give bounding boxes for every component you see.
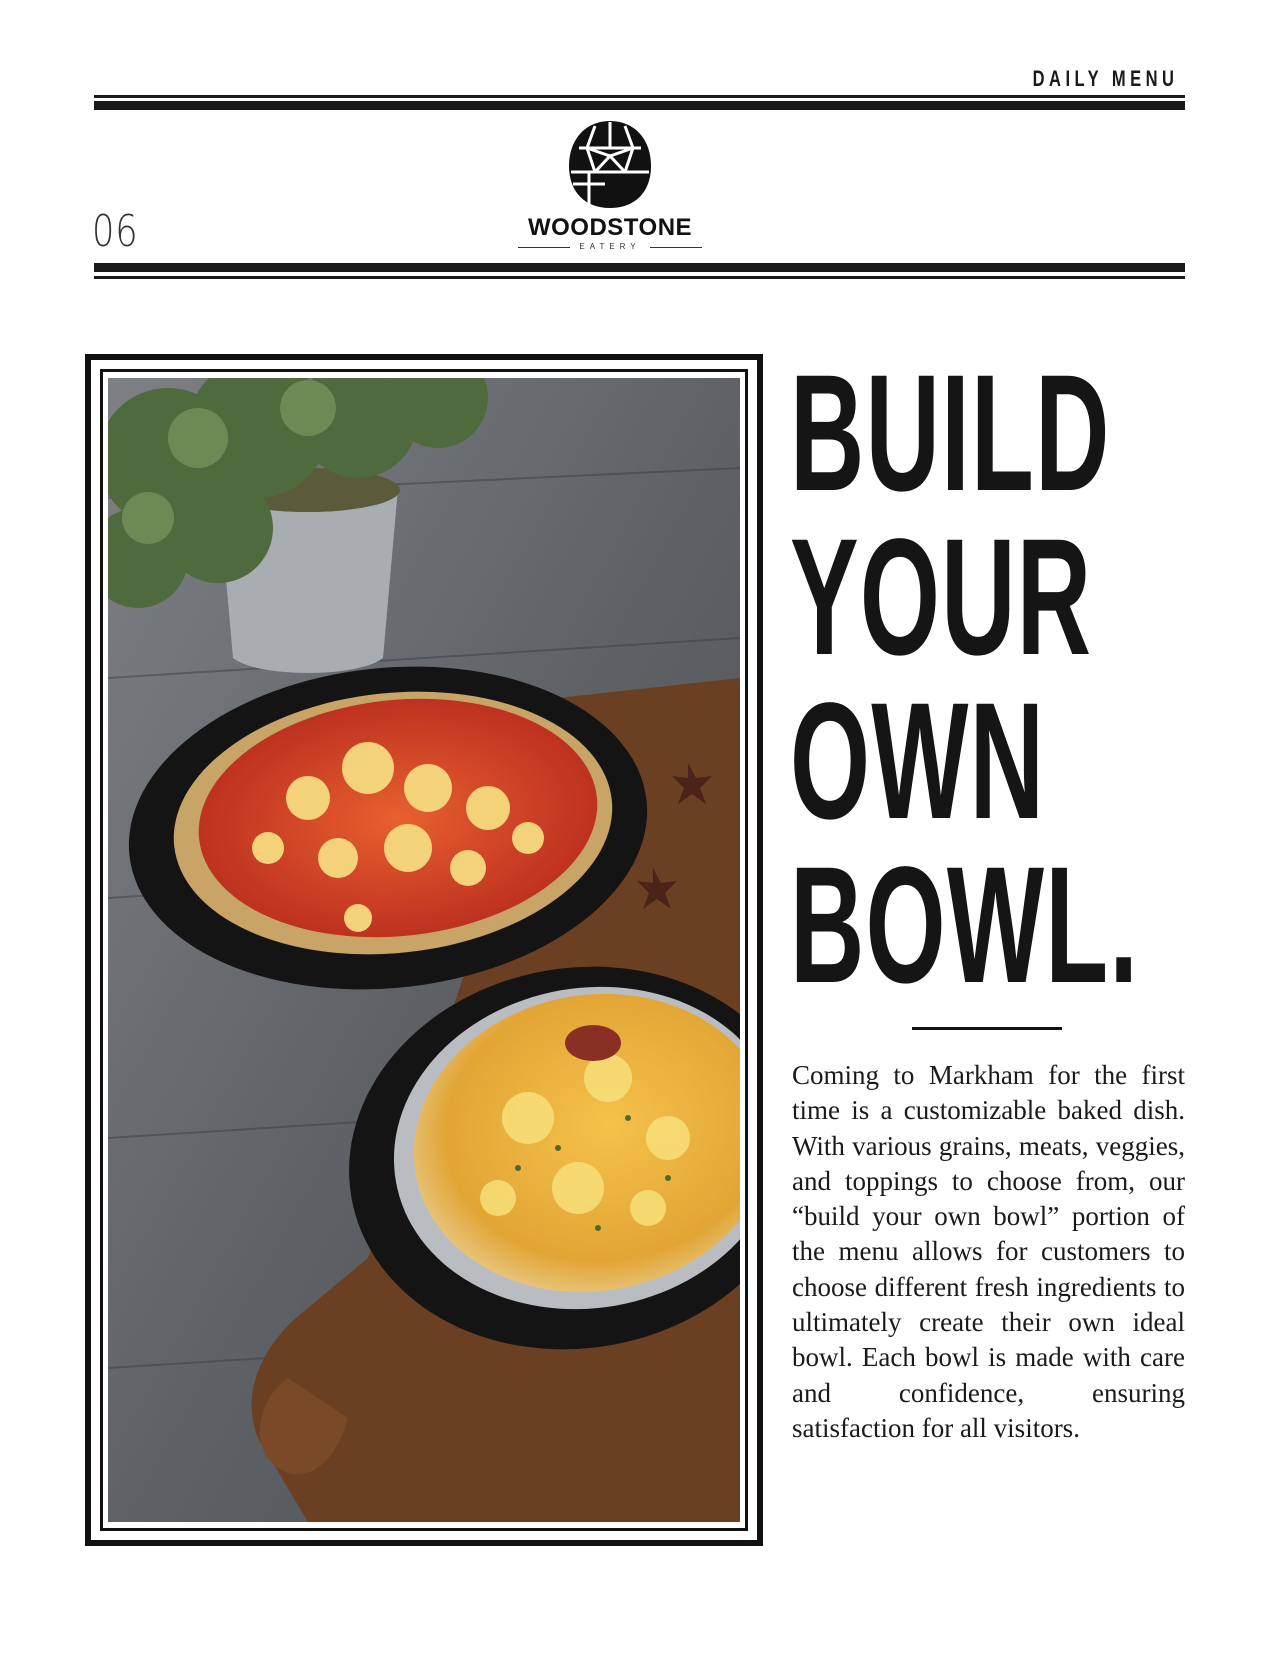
section-label: DAILY MENU bbox=[1032, 66, 1178, 91]
headline-line: BUILD bbox=[790, 341, 1111, 526]
food-photo bbox=[108, 378, 740, 1522]
headline-divider bbox=[912, 1027, 1062, 1030]
headline bbox=[790, 341, 1140, 1018]
masthead-rule-thick bbox=[94, 263, 1185, 272]
brand-name: WOODSTONE bbox=[527, 214, 693, 241]
page-number: 06 bbox=[92, 206, 139, 257]
baked-bowls-illustration bbox=[108, 378, 740, 1522]
headline-line: YOUR bbox=[790, 505, 1093, 690]
header-rule-thin bbox=[94, 95, 1185, 98]
stone-logo-icon bbox=[565, 118, 655, 212]
masthead-rule-thin bbox=[94, 276, 1185, 279]
header-rule-thick bbox=[94, 101, 1185, 110]
brand-subtitle: EATERY bbox=[518, 242, 702, 251]
headline-line: OWN bbox=[790, 669, 1046, 854]
article-body: Coming to Markham for the first time is a customizable baked dish. With various grains, meats, veggies, and toppings to choose from, our “build your own bowl” portion of the menu allows for customers to choose different fresh ingredients to ultimately create their own ideal bowl. Each bowl is made with care and confidence, ensuring satisfaction for all visitors. bbox=[792, 1060, 1185, 1443]
brand-logo bbox=[500, 118, 720, 258]
headline-line: BOWL. bbox=[790, 833, 1140, 1018]
